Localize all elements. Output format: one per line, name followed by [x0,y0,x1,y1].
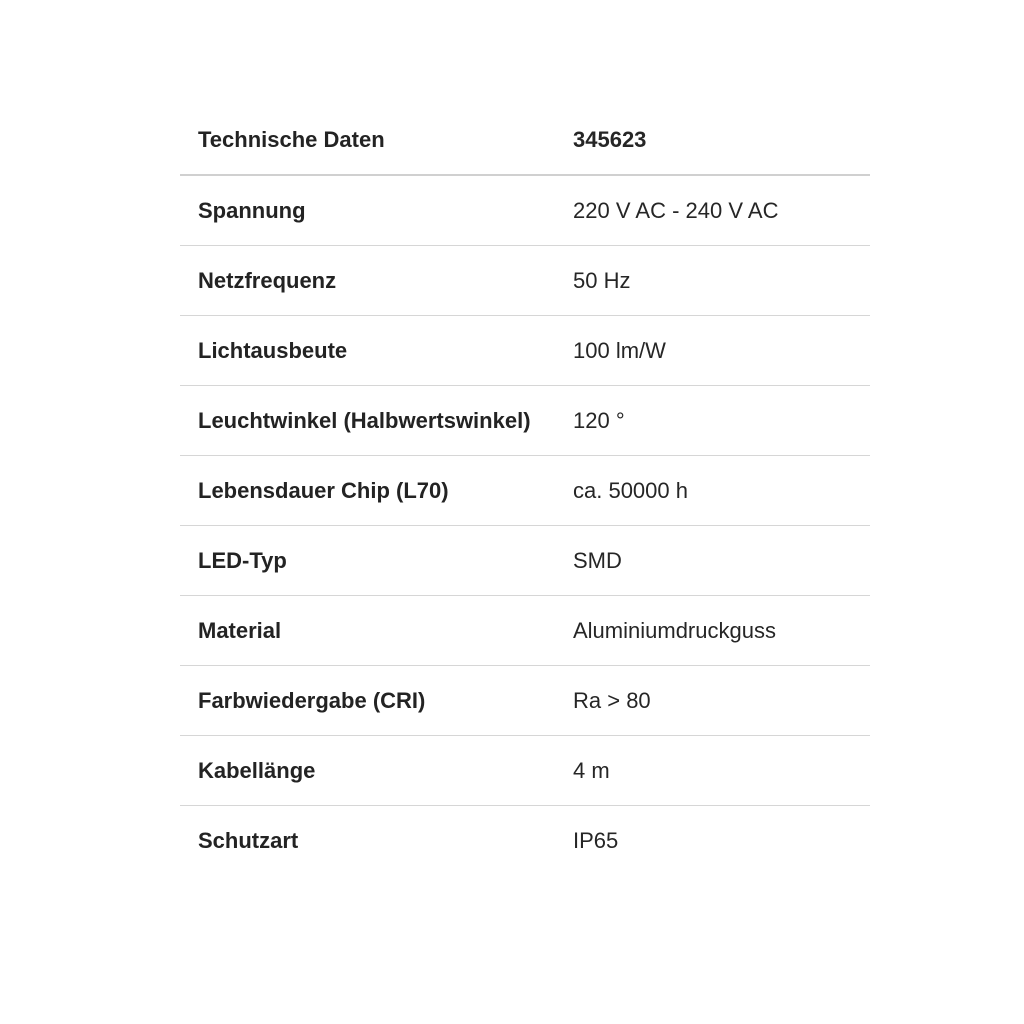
header-label: Technische Daten [198,127,385,152]
table-row [180,806,870,876]
row-label: Material [198,617,282,643]
row-value: 4 m [573,757,610,783]
row-value: ca. 50000 h [573,477,688,503]
row-value: SMD [573,547,622,573]
row-value: Aluminiumdruckguss [573,617,776,643]
row-value: 100 lm/W [573,337,666,363]
row-value: IP65 [573,828,619,853]
row-label: Spannung [198,197,306,223]
table-row [180,596,870,666]
row-label: Netzfrequenz [198,267,337,293]
row-value: 120 ° [573,407,625,433]
table-row [180,736,870,806]
row-value: 220 V AC - 240 V AC [573,197,779,223]
table-row [180,526,870,596]
article-number: 345623 [573,127,647,152]
table-row [180,316,870,386]
row-label: LED-Typ [198,547,287,573]
technical-data-table [180,106,870,876]
row-label: Lichtausbeute [198,337,348,363]
table-row [180,386,870,456]
table-row [180,176,870,246]
row-value: Ra > 80 [573,687,651,713]
row-label: Farbwiedergabe (CRI) [198,687,426,713]
table-row [180,666,870,736]
row-label: Leuchtwinkel (Halbwertswinkel) [198,407,531,433]
row-label: Lebensdauer Chip (L70) [198,477,449,503]
row-value: 50 Hz [573,267,631,293]
table-header-row [180,106,870,176]
row-label: Kabellänge [198,757,316,783]
row-label: Schutzart [198,828,299,853]
table-row [180,246,870,316]
table-row [180,456,870,526]
